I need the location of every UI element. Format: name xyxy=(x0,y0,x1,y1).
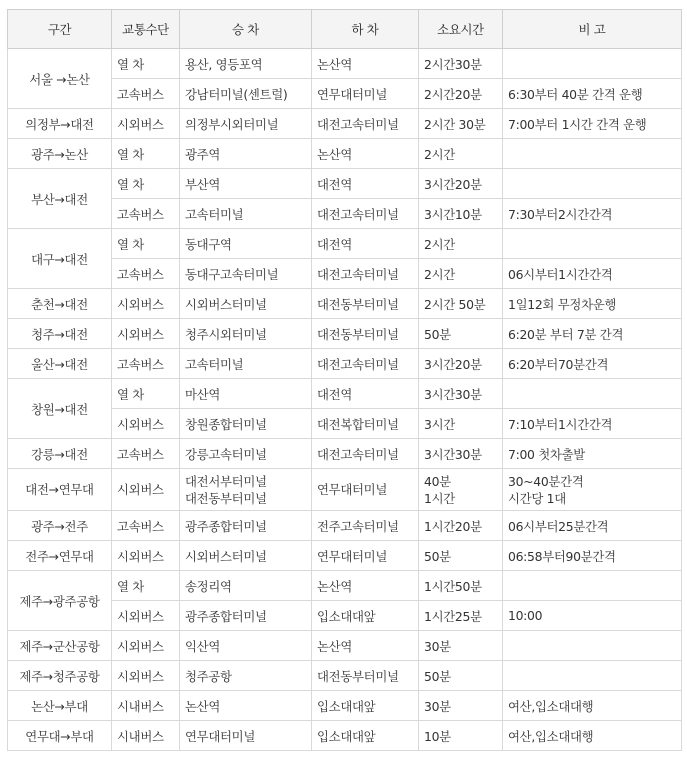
boarding-cell: 용산, 영등포역 xyxy=(180,49,312,79)
alighting-cell: 전주고속터미널 xyxy=(312,511,419,541)
remarks-cell: 여산,입소대대행 xyxy=(503,721,682,751)
remarks-cell: 06:58부터90분간격 xyxy=(503,541,682,571)
table-row xyxy=(8,511,682,541)
boarding-cell: 익산역 xyxy=(180,631,312,661)
duration-cell: 1시간25분 xyxy=(419,601,503,631)
section-cell: 춘천→대전 xyxy=(8,289,112,319)
mode-cell: 열 차 xyxy=(112,139,180,169)
duration-cell: 10분 xyxy=(419,721,503,751)
section-cell: 창원→대전 xyxy=(8,379,112,439)
section-cell: 제주→청주공항 xyxy=(8,661,112,691)
boarding-cell: 시외버스터미널 xyxy=(180,541,312,571)
table-row xyxy=(8,289,682,319)
alighting-cell: 대전고속터미널 xyxy=(312,109,419,139)
mode-cell: 시외버스 xyxy=(112,601,180,631)
alighting-cell: 대전동부터미널 xyxy=(312,319,419,349)
boarding-cell: 마산역 xyxy=(180,379,312,409)
alighting-cell: 대전복합터미널 xyxy=(312,409,419,439)
mode-cell: 고속버스 xyxy=(112,79,180,109)
alighting-cell: 연무대터미널 xyxy=(312,469,419,511)
duration-cell: 50분 xyxy=(419,661,503,691)
boarding-cell: 청주시외터미널 xyxy=(180,319,312,349)
header-row xyxy=(8,10,682,49)
section-cell: 부산→대전 xyxy=(8,169,112,229)
boarding-cell: 광주역 xyxy=(180,139,312,169)
mode-cell: 고속버스 xyxy=(112,349,180,379)
boarding-cell: 광주종합터미널 xyxy=(180,511,312,541)
mode-cell: 열 차 xyxy=(112,571,180,601)
remarks-cell: 7:10부터1시간간격 xyxy=(503,409,682,439)
table-row xyxy=(8,169,682,199)
remarks-cell: 6:20부터70분간격 xyxy=(503,349,682,379)
mode-cell: 고속버스 xyxy=(112,199,180,229)
remarks-cell: 30~40분간격 시간당 1대 xyxy=(503,469,682,511)
duration-cell: 3시간20분 xyxy=(419,169,503,199)
transport-table xyxy=(7,9,682,751)
section-cell: 연무대→부대 xyxy=(8,721,112,751)
boarding-cell: 고속터미널 xyxy=(180,199,312,229)
header-alighting: 하 차 xyxy=(312,10,419,49)
mode-cell: 열 차 xyxy=(112,229,180,259)
duration-cell: 40분 1시간 xyxy=(419,469,503,511)
boarding-cell: 시외버스터미널 xyxy=(180,289,312,319)
table-row xyxy=(8,721,682,751)
duration-cell: 2시간 30분 xyxy=(419,109,503,139)
remarks-cell xyxy=(503,571,682,601)
alighting-cell: 논산역 xyxy=(312,49,419,79)
table-row xyxy=(8,379,682,409)
remarks-cell: 06시부터1시간간격 xyxy=(503,259,682,289)
alighting-cell: 입소대대앞 xyxy=(312,601,419,631)
table-row xyxy=(8,661,682,691)
table-row xyxy=(8,319,682,349)
boarding-cell: 광주종합터미널 xyxy=(180,601,312,631)
header-boarding: 승 차 xyxy=(180,10,312,49)
duration-cell: 1시간50분 xyxy=(419,571,503,601)
section-cell: 대구→대전 xyxy=(8,229,112,289)
duration-cell: 50분 xyxy=(419,319,503,349)
section-cell: 대전→연무대 xyxy=(8,469,112,511)
table-row xyxy=(8,349,682,379)
mode-cell: 고속버스 xyxy=(112,439,180,469)
duration-cell: 3시간30분 xyxy=(419,379,503,409)
remarks-cell xyxy=(503,631,682,661)
section-cell: 의정부→대전 xyxy=(8,109,112,139)
duration-cell: 2시간 50분 xyxy=(419,289,503,319)
remarks-cell: 7:00 첫차출발 xyxy=(503,439,682,469)
table-row xyxy=(8,49,682,79)
remarks-cell xyxy=(503,49,682,79)
table-row xyxy=(8,691,682,721)
duration-cell: 2시간 xyxy=(419,139,503,169)
table-row xyxy=(8,541,682,571)
alighting-cell: 대전동부터미널 xyxy=(312,661,419,691)
header-mode: 교통수단 xyxy=(112,10,180,49)
table-row xyxy=(8,571,682,601)
section-cell: 광주→논산 xyxy=(8,139,112,169)
boarding-cell: 논산역 xyxy=(180,691,312,721)
mode-cell: 시외버스 xyxy=(112,319,180,349)
boarding-cell: 동대구역 xyxy=(180,229,312,259)
section-cell: 청주→대전 xyxy=(8,319,112,349)
mode-cell: 고속버스 xyxy=(112,259,180,289)
boarding-cell: 연무대터미널 xyxy=(180,721,312,751)
remarks-cell xyxy=(503,661,682,691)
mode-cell: 열 차 xyxy=(112,379,180,409)
table-row xyxy=(8,109,682,139)
boarding-cell: 강릉고속터미널 xyxy=(180,439,312,469)
alighting-cell: 입소대대앞 xyxy=(312,691,419,721)
duration-cell: 3시간30분 xyxy=(419,439,503,469)
mode-cell: 열 차 xyxy=(112,169,180,199)
boarding-cell: 청주공항 xyxy=(180,661,312,691)
boarding-cell: 창원종합터미널 xyxy=(180,409,312,439)
boarding-cell: 의정부시외터미널 xyxy=(180,109,312,139)
table-row xyxy=(8,439,682,469)
header-remarks: 비 고 xyxy=(503,10,682,49)
boarding-cell: 송정리역 xyxy=(180,571,312,601)
mode-cell: 시외버스 xyxy=(112,469,180,511)
alighting-cell: 연무대터미널 xyxy=(312,79,419,109)
duration-cell: 2시간 xyxy=(419,229,503,259)
remarks-cell xyxy=(503,139,682,169)
section-cell: 서울 →논산 xyxy=(8,49,112,109)
alighting-cell: 논산역 xyxy=(312,139,419,169)
boarding-cell: 부산역 xyxy=(180,169,312,199)
remarks-cell xyxy=(503,169,682,199)
alighting-cell: 대전역 xyxy=(312,229,419,259)
duration-cell: 2시간30분 xyxy=(419,49,503,79)
mode-cell: 시내버스 xyxy=(112,721,180,751)
alighting-cell: 논산역 xyxy=(312,571,419,601)
section-cell: 광주→전주 xyxy=(8,511,112,541)
remarks-cell xyxy=(503,229,682,259)
mode-cell: 시외버스 xyxy=(112,409,180,439)
duration-cell: 3시간10분 xyxy=(419,199,503,229)
mode-cell: 시외버스 xyxy=(112,109,180,139)
section-cell: 논산→부대 xyxy=(8,691,112,721)
mode-cell: 시외버스 xyxy=(112,289,180,319)
remarks-cell xyxy=(503,379,682,409)
duration-cell: 30분 xyxy=(419,691,503,721)
boarding-cell: 강남터미널(센트럴) xyxy=(180,79,312,109)
boarding-cell: 동대구고속터미널 xyxy=(180,259,312,289)
mode-cell: 시내버스 xyxy=(112,691,180,721)
table-row xyxy=(8,229,682,259)
section-cell: 전주→연무대 xyxy=(8,541,112,571)
mode-cell: 고속버스 xyxy=(112,511,180,541)
boarding-cell: 대전서부터미널 대전동부터미널 xyxy=(180,469,312,511)
table-row xyxy=(8,139,682,169)
remarks-cell: 여산,입소대대행 xyxy=(503,691,682,721)
remarks-cell: 10:00 xyxy=(503,601,682,631)
alighting-cell: 연무대터미널 xyxy=(312,541,419,571)
alighting-cell: 대전동부터미널 xyxy=(312,289,419,319)
remarks-cell: 7:30부터2시간간격 xyxy=(503,199,682,229)
section-cell: 강릉→대전 xyxy=(8,439,112,469)
alighting-cell: 대전역 xyxy=(312,379,419,409)
remarks-cell: 6:30부터 40분 간격 운행 xyxy=(503,79,682,109)
header-section: 구간 xyxy=(8,10,112,49)
section-cell: 울산→대전 xyxy=(8,349,112,379)
alighting-cell: 대전고속터미널 xyxy=(312,259,419,289)
duration-cell: 1시간20분 xyxy=(419,511,503,541)
alighting-cell: 대전고속터미널 xyxy=(312,439,419,469)
remarks-cell: 1일12회 무정차운행 xyxy=(503,289,682,319)
alighting-cell: 대전고속터미널 xyxy=(312,349,419,379)
mode-cell: 열 차 xyxy=(112,49,180,79)
section-cell: 제주→군산공항 xyxy=(8,631,112,661)
remarks-cell: 7:00부터 1시간 간격 운행 xyxy=(503,109,682,139)
mode-cell: 시외버스 xyxy=(112,541,180,571)
table-body xyxy=(8,49,682,751)
alighting-cell: 대전역 xyxy=(312,169,419,199)
alighting-cell: 입소대대앞 xyxy=(312,721,419,751)
header-duration: 소요시간 xyxy=(419,10,503,49)
duration-cell: 30분 xyxy=(419,631,503,661)
boarding-cell: 고속터미널 xyxy=(180,349,312,379)
alighting-cell: 논산역 xyxy=(312,631,419,661)
mode-cell: 시외버스 xyxy=(112,631,180,661)
remarks-cell: 6:20분 부터 7분 간격 xyxy=(503,319,682,349)
alighting-cell: 대전고속터미널 xyxy=(312,199,419,229)
duration-cell: 3시간 xyxy=(419,409,503,439)
duration-cell: 50분 xyxy=(419,541,503,571)
duration-cell: 2시간 xyxy=(419,259,503,289)
table-row xyxy=(8,631,682,661)
mode-cell: 시외버스 xyxy=(112,661,180,691)
duration-cell: 3시간20분 xyxy=(419,349,503,379)
table-row xyxy=(8,469,682,511)
section-cell: 제주→광주공항 xyxy=(8,571,112,631)
remarks-cell: 06시부터25분간격 xyxy=(503,511,682,541)
duration-cell: 2시간20분 xyxy=(419,79,503,109)
